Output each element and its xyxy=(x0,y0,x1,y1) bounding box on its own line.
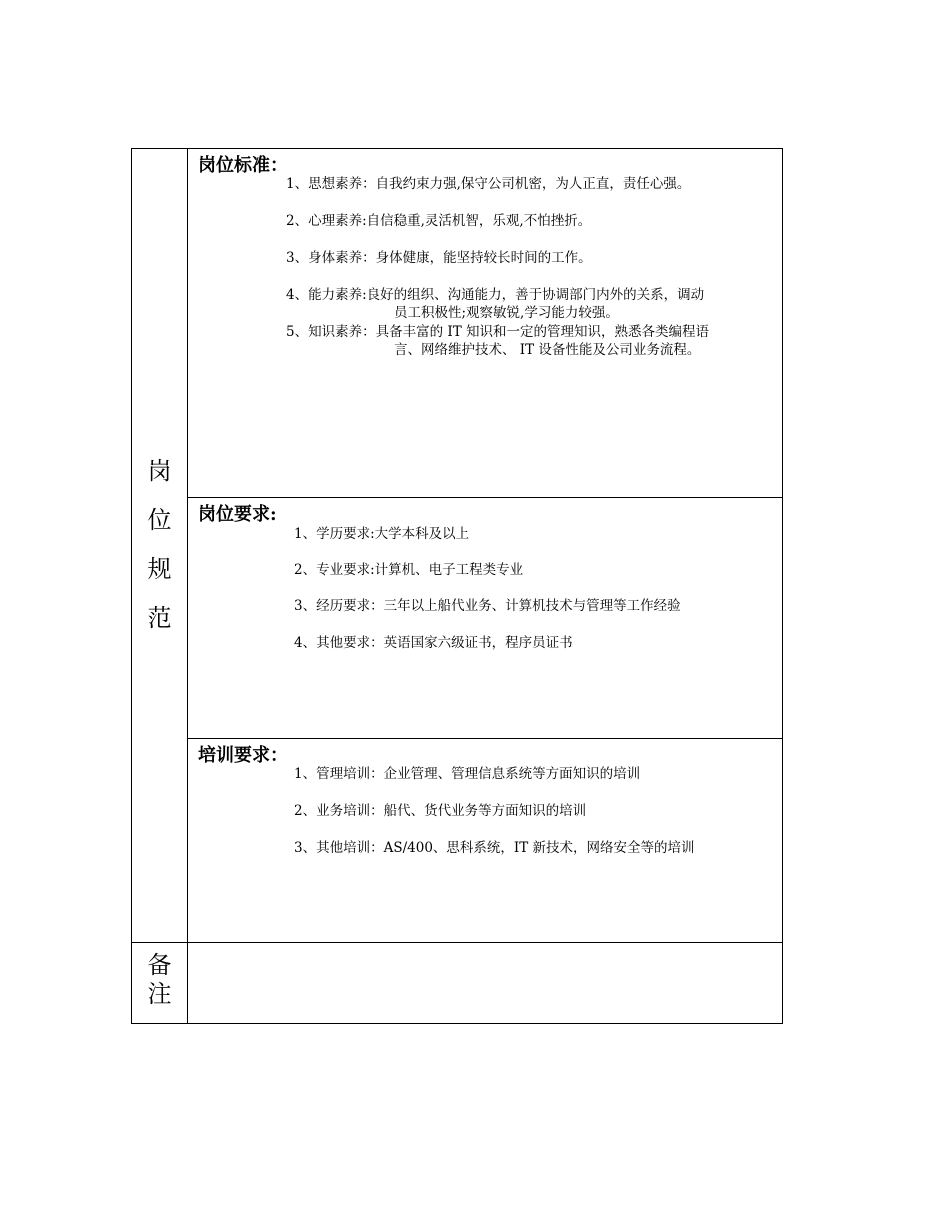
list-item xyxy=(286,286,704,322)
training-section xyxy=(188,739,782,942)
left-remarks-cell xyxy=(132,942,188,1023)
vertical-label-remarks xyxy=(132,951,187,1009)
list-item: 2、业务培训：船代、货代业务等方面知识的培训 xyxy=(294,803,587,819)
section-title: 培训要求： xyxy=(198,745,288,766)
list-item: 2、心理素养:自信稳重,灵活机智，乐观,不怕挫折。 xyxy=(286,213,592,229)
vertical-char: 位 xyxy=(147,506,172,534)
section-title: 岗位标准： xyxy=(198,155,288,176)
list-item-line: 4、能力素养:良好的组织、沟通能力，善于协调部门内外的关系，调动 xyxy=(286,287,705,303)
list-item: 4、其他要求：英语国家六级证书，程序员证书 xyxy=(294,635,573,651)
list-item: 1、学历要求:大学本科及以上 xyxy=(294,526,470,542)
list-item xyxy=(286,323,709,359)
left-header-cell xyxy=(132,149,188,942)
list-item-line: 5、知识素养：具备丰富的 IT 知识和一定的管理知识，熟悉各类编程语 xyxy=(286,324,710,340)
list-item: 1、管理培训：企业管理、管理信息系统等方面知识的培训 xyxy=(294,766,641,782)
list-item: 2、专业要求:计算机、电子工程类专业 xyxy=(294,562,524,578)
job-spec-table xyxy=(131,148,783,1024)
vertical-char: 岗 xyxy=(147,457,172,485)
list-item: 1、思想素养：自我约束力强,保守公司机密，为人正直，责任心强。 xyxy=(286,176,691,192)
remarks-content-cell[interactable] xyxy=(188,943,782,1023)
vertical-char: 备 xyxy=(147,951,172,979)
section-title: 岗位要求: xyxy=(198,504,277,525)
list-item: 3、经历要求：三年以上船代业务、计算机技术与管理等工作经验 xyxy=(294,598,681,614)
standards-section xyxy=(188,149,782,497)
list-item: 3、身体素养：身体健康，能坚持较长时间的工作。 xyxy=(286,250,592,266)
list-item-line: 言、网络维护技术、 IT 设备性能及公司业务流程。 xyxy=(394,342,701,358)
list-item-line: 员工积极性;观察敏锐,学习能力较强。 xyxy=(394,305,619,321)
vertical-char: 范 xyxy=(147,604,172,632)
vertical-char: 规 xyxy=(147,555,172,583)
vertical-label-spec xyxy=(132,447,187,643)
list-item: 3、其他培训：AS/400、思科系统，IT 新技术，网络安全等的培训 xyxy=(294,840,695,856)
requirements-section xyxy=(188,498,782,738)
vertical-char: 注 xyxy=(147,980,172,1008)
